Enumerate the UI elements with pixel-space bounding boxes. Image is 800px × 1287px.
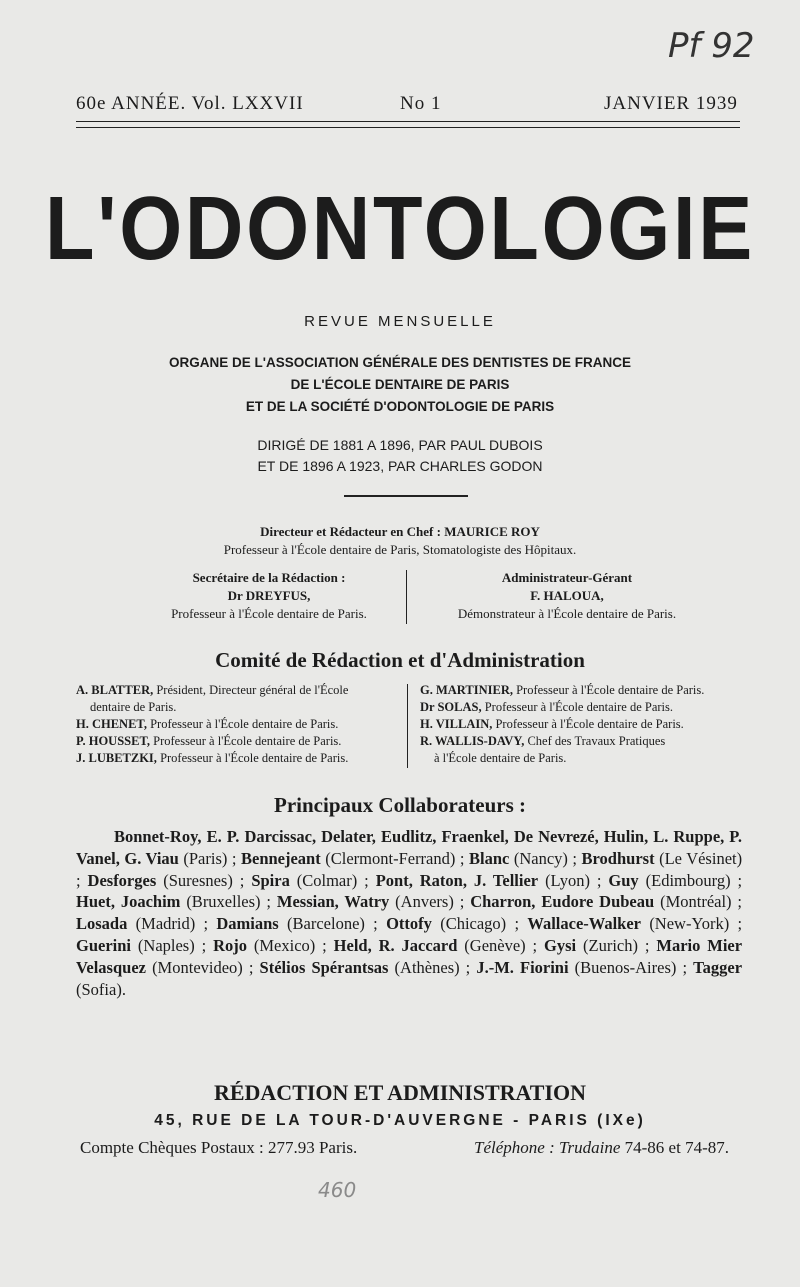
committee-member: G. MARTINIER, Professeur à l'École dentaire de Paris. [420,683,705,697]
organ-line-3: ET DE LA SOCIÉTÉ D'ODONTOLOGIE DE PARIS [245,399,555,414]
collaborator-entry: Brodhurst (Le Vésinet) ; [76,848,743,890]
collaborator-entry: Messian, Watry (Anvers) ; [276,892,465,912]
directed-line-2: ET DE 1896 A 1923, PAR CHARLES GODON [257,458,543,474]
committee-member-cont: dentaire de Paris. [90,700,177,714]
header-rule-top [76,121,740,122]
telephone-numbers: 74-86 et 74-87. [624,1138,729,1157]
collaborator-entry: Held, R. Jaccard (Genève) ; [333,935,538,955]
collaborator-entry: Guy (Edimbourg) ; [608,870,743,890]
postal-account: Compte Chèques Postaux : 277.93 Paris. [80,1138,358,1157]
year-volume: 60e ANNÉE. Vol. LXXVII [76,93,304,114]
footer-heading: RÉDACTION ET ADMINISTRATION [213,1080,587,1105]
organ-line-2: DE L'ÉCOLE DENTAIRE DE PARIS [290,377,510,392]
collaborator-entry: Stélios Spérantsas (Athènes) ; [259,957,471,977]
secretary-label: Secrétaire de la Rédaction : [192,570,346,585]
footer-address: 45, RUE DE LA TOUR-D'AUVERGNE - PARIS (IXe) [154,1112,646,1129]
director-label: Directeur et Rédacteur en Chef : [260,524,441,539]
collaborator-entry: J.-M. Fiorini (Buenos-Aires) ; [476,957,688,977]
admin-label: Administrateur-Gérant [501,570,633,585]
admin-block [414,569,720,623]
admin-title: Démonstrateur à l'École dentaire de Paris. [457,606,677,621]
collaborator-entry: Spira (Colmar) ; [251,870,369,890]
committee-divider [407,684,408,768]
collaborator-entry: Pont, Raton, J. Tellier (Lyon) ; [375,870,602,890]
masthead-divider [344,495,468,497]
directed-line-1: DIRIGÉ DE 1881 A 1896, PAR PAUL DUBOIS [257,437,543,453]
collaborator-entry: Mario Mier Velasquez (Montevideo) ; [76,935,743,977]
journal-title: L'ODONTOLOGIE [45,179,755,279]
header-rule-bottom [76,127,740,128]
telephone-line [474,1138,729,1158]
committee-member: J. LUBETZKI, Professeur à l'École dentaire de Paris. [76,751,349,765]
committee-heading: Comité de Rédaction et d'Administration [215,648,585,672]
committee-left [76,682,398,767]
collaborator-entry: Losada (Madrid) ; [76,914,209,934]
committee-member-cont: à l'École dentaire de Paris. [434,751,567,765]
secretary-title: Professeur à l'École dentaire de Paris. [171,606,367,621]
issue-number: No 1 [400,93,442,114]
secretary-block [140,569,398,623]
director-title: Professeur à l'École dentaire de Paris, Stomatologiste des Hôpitaux. [223,542,577,557]
collaborator-entry: Blanc (Nancy) ; [468,848,577,868]
director-name: MAURICE ROY [444,524,540,539]
page-number-annotation: 460 [318,1178,357,1202]
committee-member: H. VILLAIN, Professeur à l'École dentaire de Paris. [420,717,684,731]
journal-subtitle: REVUE MENSUELLE [304,313,496,330]
issue-date: JANVIER 1939 [604,93,738,114]
direction-divider [406,570,407,624]
organ-line-1: ORGANE DE L'ASSOCIATION GÉNÉRALE DES DENTISTES DE FRANCE [169,355,631,370]
collaborator-entry: Desforges (Suresnes) ; [87,870,245,890]
collaborator-entry: Damians (Barcelone) ; [216,914,378,934]
committee-member: R. WALLIS-DAVY, Chef des Travaux Pratiques [420,734,666,748]
committee-member: A. BLATTER, Président, Directeur général de l'École [76,683,349,697]
collaborators-heading: Principaux Collaborateurs : [274,793,526,817]
collaborator-entry: Gysi (Zurich) ; [544,935,650,955]
collaborator-entry: Huet, Joachim (Bruxelles) ; [76,892,272,912]
collaborator-entry: Ottofy (Chicago) ; [386,914,520,934]
telephone-exchange: Trudaine [558,1138,621,1157]
secretary-name: Dr DREYFUS, [227,588,311,603]
telephone-label: Téléphone : [474,1138,555,1157]
collaborator-entry: Wallace-Walker (New-York) ; [527,914,743,934]
committee-right [420,682,742,767]
admin-name: F. HALOUA, [530,588,604,603]
collaborator-entry: Guerini (Naples) ; [76,935,207,955]
director-line [0,524,800,540]
collaborator-entry: Charron, Eudore Dubeau (Montréal) ; [470,892,743,912]
committee-member: H. CHENET, Professeur à l'École dentaire de Paris. [76,717,339,731]
collaborator-entry: Rojo (Mexico) ; [213,935,327,955]
committee-member: Dr SOLAS, Professeur à l'École dentaire de Paris. [420,700,674,714]
committee-member: P. HOUSSET, Professeur à l'École dentaire de Paris. [76,734,342,748]
collaborator-entry: Bennejeant (Clermont-Ferrand) ; [240,848,465,868]
shelfmark-annotation: Pf 92 [668,26,755,66]
collaborators-list [76,826,742,1000]
collaborator-entry: Bonnet-Roy, E. P. Darcissac, Delater, Eudlitz, Fraenkel, De Nevrezé, Hulin, L. Ruppe, P. Vanel, G. Viau (Paris) ; [76,827,742,868]
collaborator-entry: Tagger (Sofia). [76,957,743,999]
